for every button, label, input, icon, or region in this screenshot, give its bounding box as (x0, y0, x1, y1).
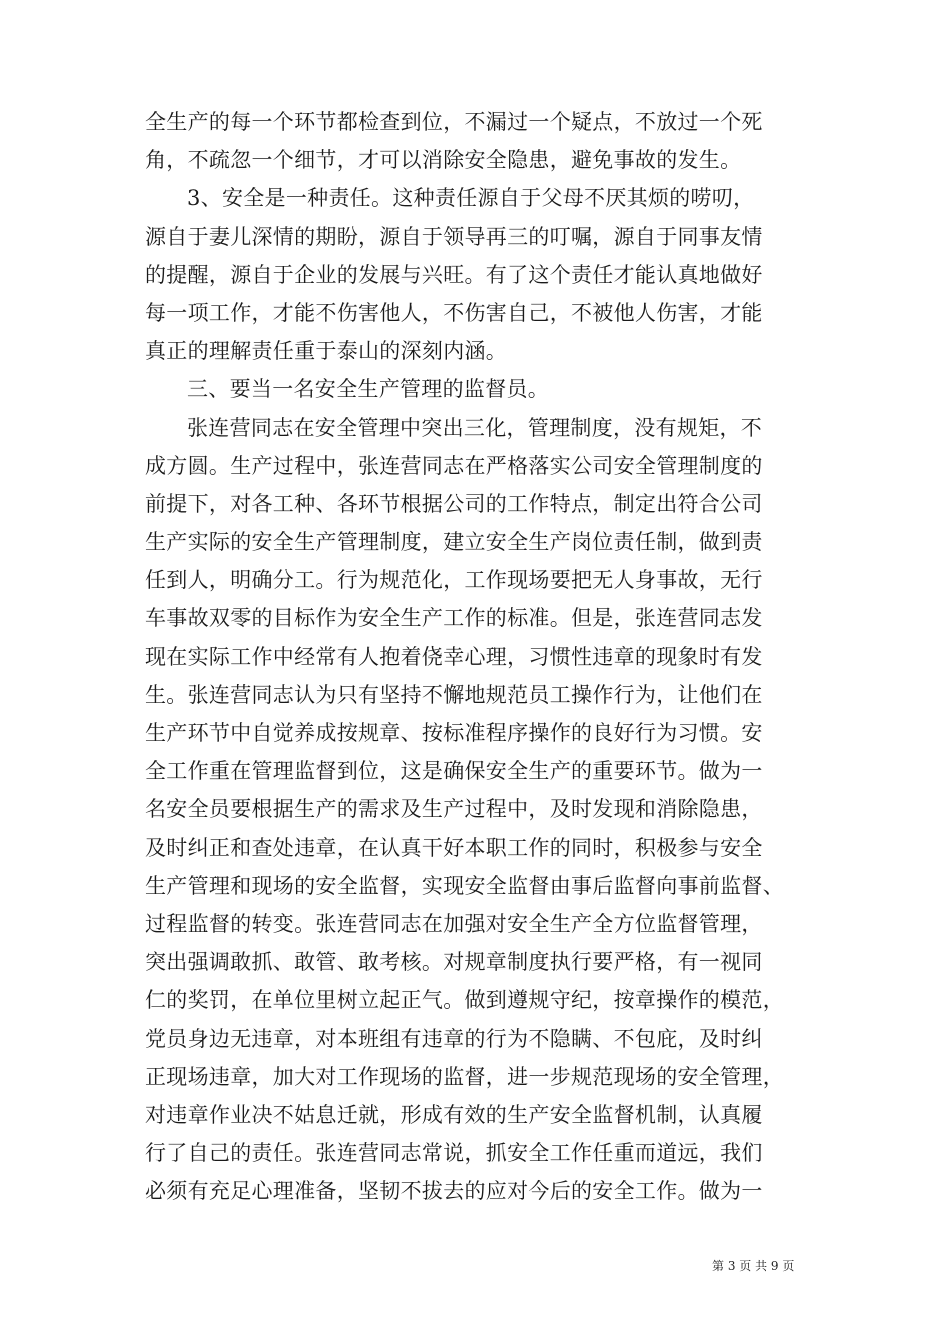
text-line: 任到人，明确分工。行为规范化，工作现场要把无人身事故，无行 (145, 568, 763, 593)
text-line: 名安全员要根据生产的需求及生产过程中，及时发现和消除隐患， (145, 797, 763, 822)
text-line: 角，不疏忽一个细节，才可以消除安全隐患，避免事故的发生。 (145, 148, 742, 173)
text-line: 党员身边无违章，对本班组有违章的行为不隐瞒、不包庇，及时纠 (145, 1026, 763, 1051)
text-line: 对违章作业决不姑息迁就，形成有效的生产安全监督机制，认真履 (145, 1102, 763, 1127)
text-line: 张连营同志在安全管理中突出三化，管理制度，没有规矩，不 (187, 415, 763, 440)
text-line: 每一项工作，才能不伤害他人，不伤害自己，不被他人伤害，才能 (145, 300, 763, 325)
text-line: 行了自己的责任。张连营同志常说，抓安全工作任重而道远，我们 (145, 1141, 763, 1166)
text-line: 成方圆。生产过程中，张连营同志在严格落实公司安全管理制度的 (145, 453, 763, 478)
text-line: 正现场违章，加大对工作现场的监督，进一步规范现场的安全管理， (145, 1064, 784, 1089)
text-line: 源自于妻儿深情的期盼，源自于领导再三的叮嘱，源自于同事友情 (145, 224, 763, 249)
text-line: 仁的奖罚，在单位里树立起正气。做到遵规守纪，按章操作的模范， (145, 988, 784, 1013)
text-line: 现在实际工作中经常有人抱着侥幸心理，习惯性违章的现象时有发 (145, 644, 763, 669)
text-line: 及时纠正和查处违章，在认真干好本职工作的同时，积极参与安全 (145, 835, 763, 860)
section-heading: 三、要当一名安全生产管理的监督员。 (187, 377, 550, 402)
text-line: 真正的理解责任重于泰山的深刻内涵。 (145, 339, 508, 364)
text-line: 生产实际的安全生产管理制度，建立安全生产岗位责任制，做到责 (145, 530, 763, 555)
text-line: 必须有充足心理准备，坚韧不拔去的应对今后的安全工作。做为一 (145, 1179, 763, 1204)
text-line: 前提下，对各工种、各环节根据公司的工作特点，制定出符合公司 (145, 491, 763, 516)
text-line: 过程监督的转变。张连营同志在加强对安全生产全方位监督管理， (145, 911, 763, 936)
text-line: 的提醒，源自于企业的发展与兴旺。有了这个责任才能认真地做好 (145, 262, 763, 287)
text-line: 3、安全是一种责任。这种责任源自于父母不厌其烦的唠叨， (187, 186, 755, 211)
page-number: 第 3 页 共 9 页 (712, 1259, 795, 1273)
text-line: 全工作重在管理监督到位，这是确保安全生产的重要环节。做为一 (145, 759, 763, 784)
text-line: 生。张连营同志认为只有坚持不懈地规范员工操作行为，让他们在 (145, 682, 763, 707)
body-text (145, 103, 815, 1210)
text-line: 突出强调敢抓、敢管、敢考核。对规章制度执行要严格，有一视同 (145, 950, 763, 975)
text-line: 生产环节中自觉养成按规章、按标准程序操作的良好行为习惯。安 (145, 721, 763, 745)
text-line: 全生产的每一个环节都检查到位，不漏过一个疑点，不放过一个死 (145, 110, 763, 134)
text-line: 车事故双零的目标作为安全生产工作的标准。但是，张连营同志发 (145, 606, 763, 631)
text-line: 生产管理和现场的安全监督，实现安全监督由事后监督向事前监督、 (145, 873, 784, 898)
